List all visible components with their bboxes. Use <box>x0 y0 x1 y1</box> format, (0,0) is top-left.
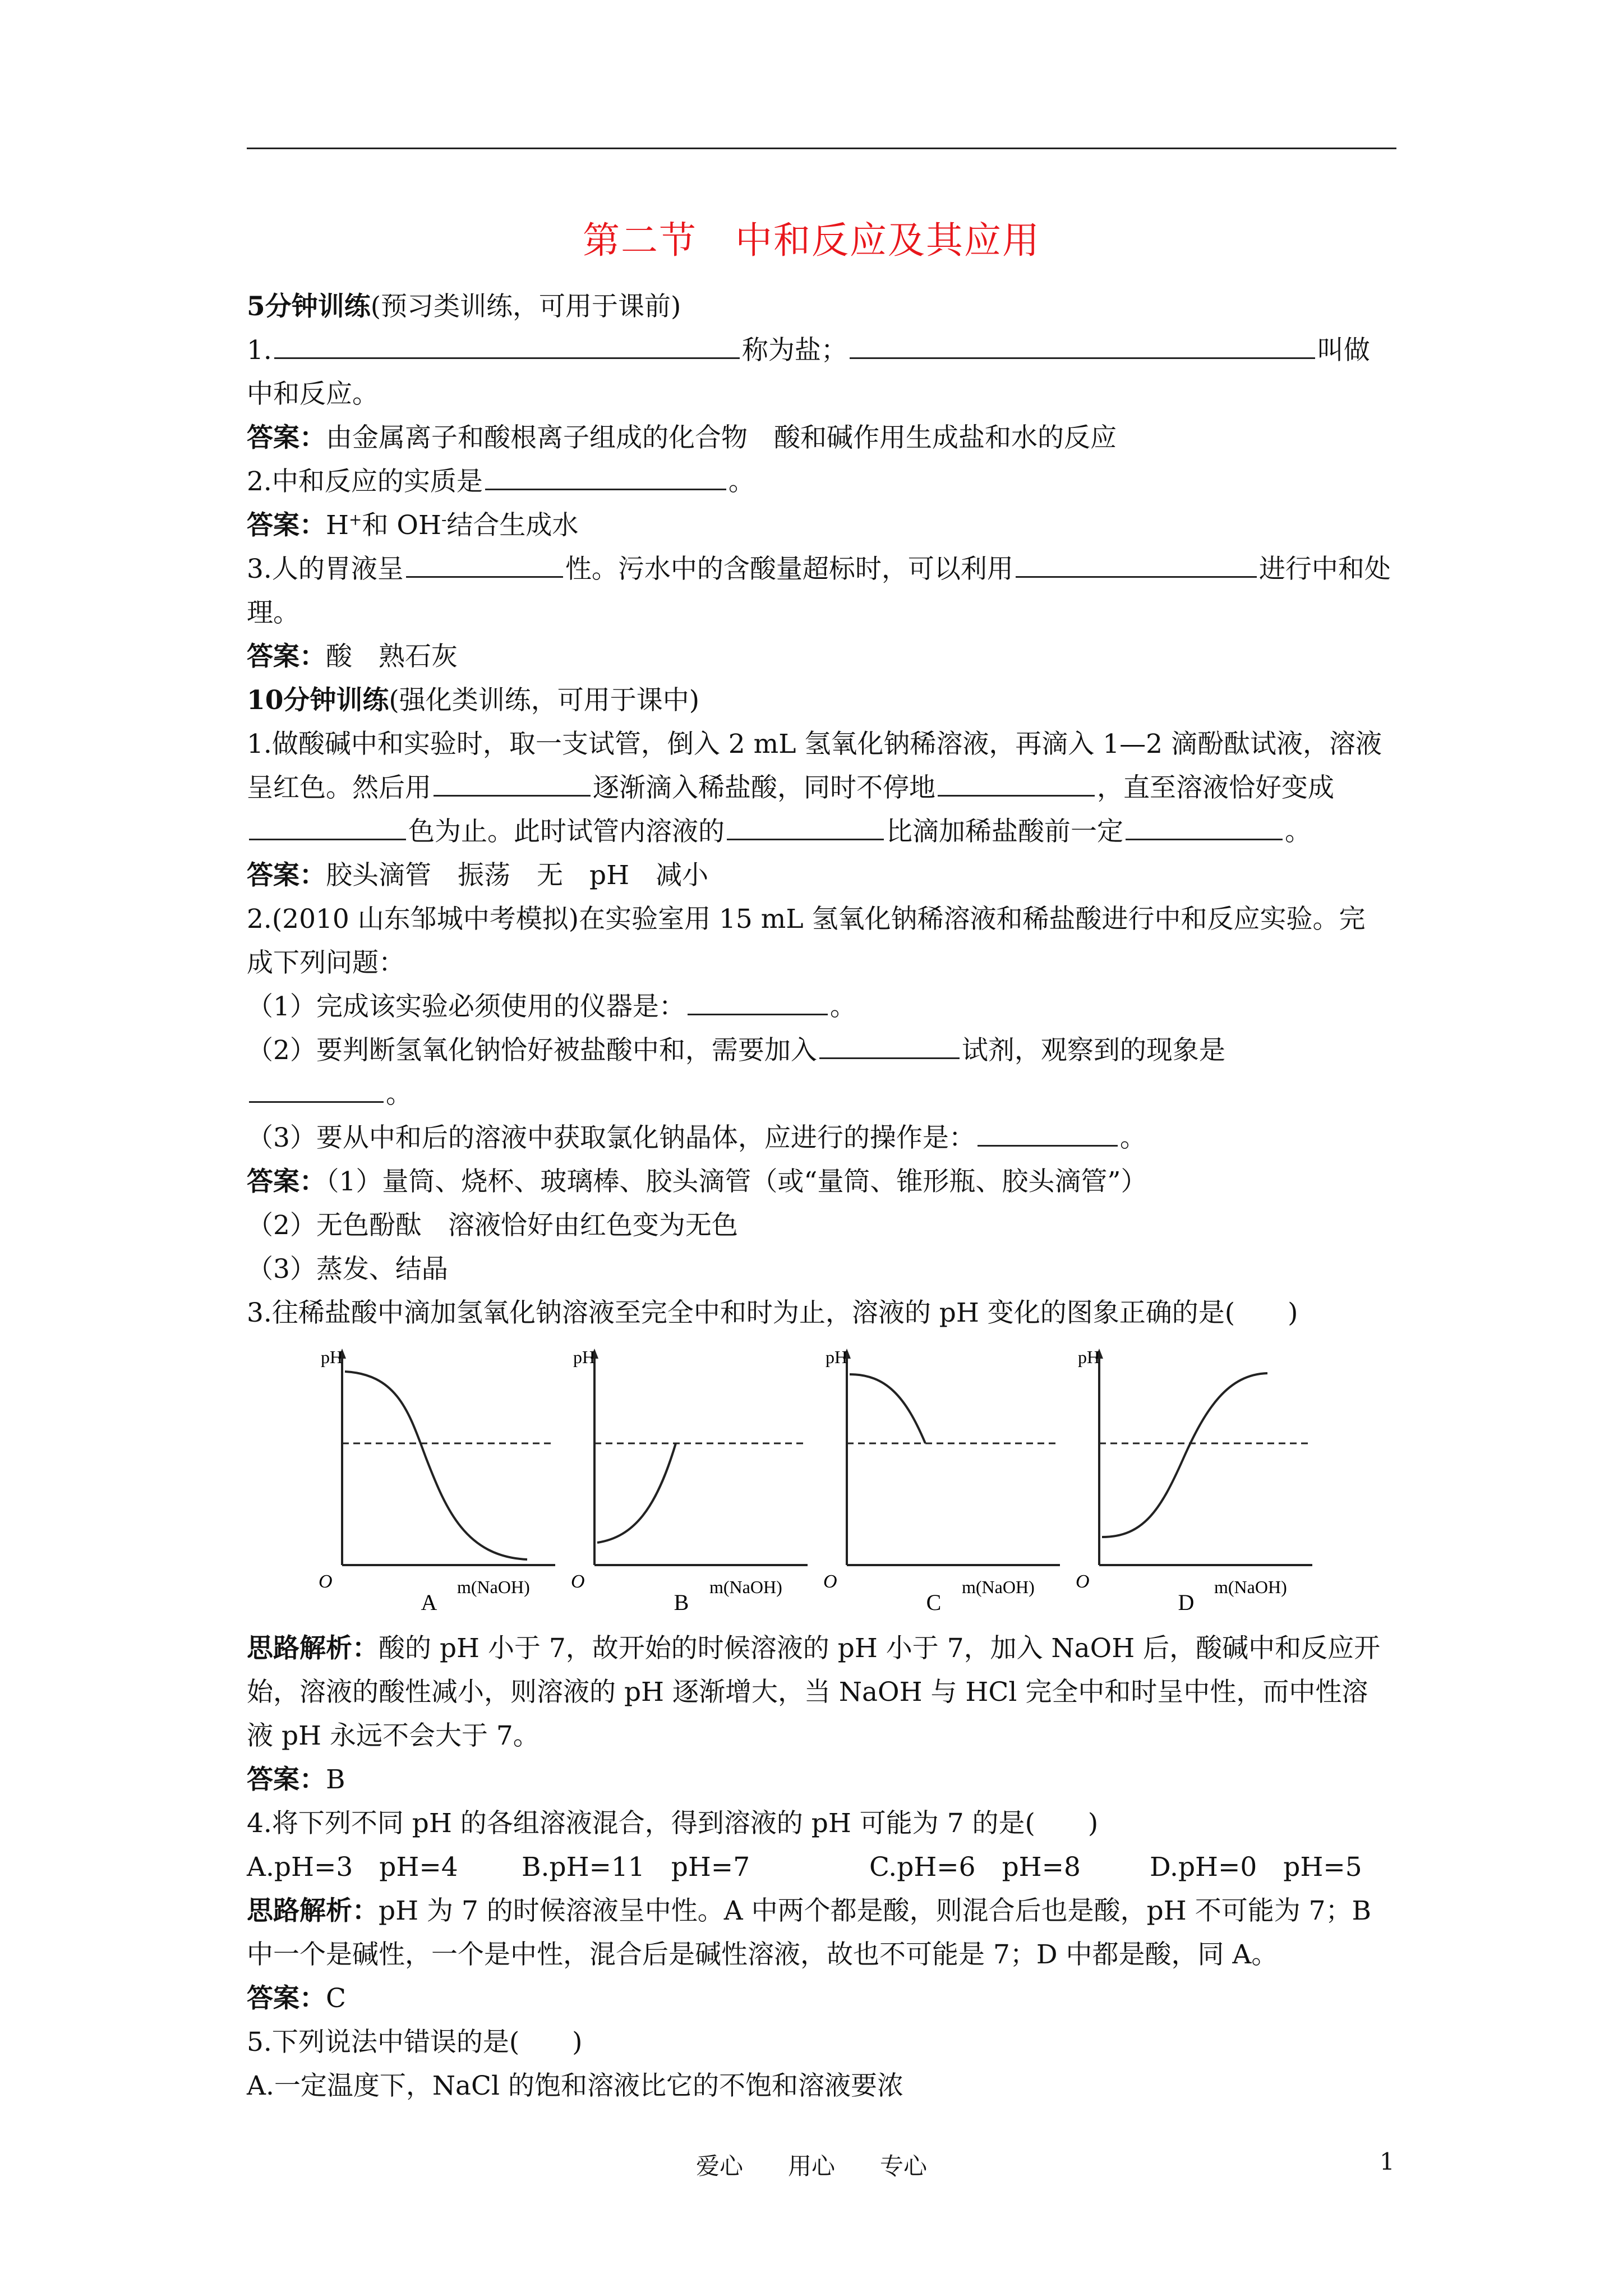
option-c: C.pH=6 pH=8 <box>869 1852 1081 1883</box>
answer-blank <box>485 463 726 490</box>
question-2-2: 2.(2010 山东邹城中考模拟)在实验室用 15 mL 氢氧化钠稀溶液和稀盐酸进行中和反应实验。完成下列问题： <box>247 904 1366 978</box>
answer-blank <box>819 1032 960 1059</box>
answer-2-2: 答案：（1）量筒、烧杯、玻璃棒、胶头滴管（或“量筒、锥形瓶、胶头滴管”） <box>247 1166 1147 1197</box>
origin-label: O <box>319 1571 333 1592</box>
y-axis-label: pH <box>573 1347 596 1367</box>
x-axis-label: m(NaOH) <box>457 1577 530 1597</box>
y-axis-label: pH <box>321 1347 343 1367</box>
question-2-2-part1: （1）完成该实验必须使用的仪器是： 。 <box>247 985 1391 1029</box>
graph-option-label: A <box>421 1590 437 1615</box>
origin-label: O <box>1076 1571 1090 1592</box>
graph-a <box>314 1341 561 1616</box>
question-1-2: 2.中和反应的实质是 。 <box>247 460 1391 504</box>
question-2-4: 4.将下列不同 pH 的各组溶液混合，得到溶液的 pH 可能为 7 的是( ) <box>247 1808 1099 1839</box>
answer-blank <box>978 1119 1118 1147</box>
graph-c <box>819 1341 1066 1616</box>
graph-option-label: C <box>926 1590 942 1615</box>
graph-option-label: D <box>1178 1590 1195 1615</box>
question-1-1: 1. 称为盐； 叫做中和反应。 <box>247 329 1391 416</box>
section-heading-10min: 10分钟训练(强化类训练，可用于课中) <box>247 685 700 716</box>
page-title: 第二节 中和反应及其应用 <box>583 219 1040 262</box>
origin-label: O <box>571 1571 585 1592</box>
answer-2-1: 答案：胶头滴管 振荡 无 pH 减小 <box>247 860 709 891</box>
footer-text: 专心 <box>880 2152 928 2180</box>
footer-text: 爱心 <box>695 2152 743 2180</box>
answer-blank <box>727 813 884 840</box>
option-b: B.pH=11 pH=7 <box>522 1852 750 1883</box>
answer-blank <box>434 769 591 797</box>
answer-1-3: 答案：酸 熟石灰 <box>247 641 458 672</box>
question-2-5-option-a: A.一定温度下，NaCl 的饱和溶液比它的不饱和溶液要浓 <box>247 2070 903 2101</box>
footer-text: 用心 <box>787 2152 835 2180</box>
explanation-2-4: 思路解析：pH 为 7 的时候溶液呈中性。A 中两个都是酸，则混合后也是酸，pH 不可能为 7；B 中一个是碱性，一个是中性，混合后是碱性溶液，故也不可能是 7；D 中都是酸，同 A。 <box>247 1895 1372 1970</box>
question-2-2-part3: （3）要从中和后的溶液中获取氯化钠晶体，应进行的操作是： 。 <box>247 1116 1391 1160</box>
y-axis-label: pH <box>826 1347 848 1367</box>
question-2-3: 3.往稀盐酸中滴加氢氧化钠溶液至完全中和时为止，溶液的 pH 变化的图象正确的是( ) <box>247 1297 1298 1328</box>
graph-d <box>1071 1341 1318 1616</box>
answer-blank <box>249 813 406 840</box>
explanation-2-3: 思路解析：酸的 pH 小于 7，故开始的时候溶液的 pH 小于 7，加入 NaOH 后，酸碱中和反应开始，溶液的酸性减小，则溶液的 pH 逐渐增大，当 NaOH 与 HCl 完全中和时呈中性，而中性溶液 pH 永远不会大于 7。 <box>247 1633 1381 1751</box>
question-2-4-options <box>247 1846 1391 1889</box>
x-axis-label: m(NaOH) <box>962 1577 1035 1597</box>
answer-blank <box>1016 550 1257 578</box>
answer-2-2-line2: （2）无色酚酞 溶液恰好由红色变为无色 <box>247 1210 738 1241</box>
graph-option-label: B <box>674 1590 689 1615</box>
answer-blank <box>249 1075 384 1103</box>
answer-blank <box>406 550 563 578</box>
answer-2-4: 答案：C <box>247 1983 346 2014</box>
question-1-3: 3.人的胃液呈 性。污水中的含酸量超标时，可以利用 进行中和处理。 <box>247 547 1391 635</box>
answer-blank <box>850 332 1315 359</box>
section-heading-5min: 5分钟训练(预习类训练，可用于课前) <box>247 291 681 322</box>
answer-blank <box>938 769 1095 797</box>
answer-2-3: 答案：B <box>247 1764 345 1795</box>
origin-label: O <box>823 1571 837 1592</box>
answer-1-2: 答案：H+和 OH-结合生成水 <box>247 510 579 541</box>
answer-2-2-line3: （3）蒸发、结晶 <box>247 1254 448 1285</box>
x-axis-label: m(NaOH) <box>709 1577 782 1597</box>
ph-graph-options <box>247 1341 1391 1616</box>
graph-b <box>566 1341 813 1616</box>
answer-blank <box>688 988 828 1015</box>
y-axis-label: pH <box>1078 1347 1100 1367</box>
option-a: A.pH=3 pH=4 <box>247 1852 458 1883</box>
option-d: D.pH=0 pH=5 <box>1150 1852 1362 1883</box>
document-body <box>247 285 1391 2108</box>
question-2-1: 1.做酸碱中和实验时，取一支试管，倒入 2 mL 氢氧化钠稀溶液，再滴入 1—2 滴酚酞试液，溶液呈红色。然后用 逐渐滴入稀盐酸，同时不停地 ，直至溶液恰好变成色为止。此时试管内溶液的 比滴加稀盐酸前一定 。 <box>247 729 1382 847</box>
question-2-2-part2: （2）要判断氢氧化钠恰好被盐酸中和，需要加入 试剂，观察到的现象是 。 <box>247 1029 1391 1116</box>
header-rule <box>247 148 1396 149</box>
page-number: 1 <box>1380 2148 1395 2175</box>
x-axis-label: m(NaOH) <box>1214 1577 1287 1597</box>
answer-blank <box>1126 813 1283 840</box>
answer-1-1: 答案：由金属离子和酸根离子组成的化合物 酸和碱作用生成盐和水的反应 <box>247 422 1117 453</box>
answer-blank <box>274 332 740 359</box>
question-2-5: 5.下列说法中错误的是( ) <box>247 2027 583 2058</box>
